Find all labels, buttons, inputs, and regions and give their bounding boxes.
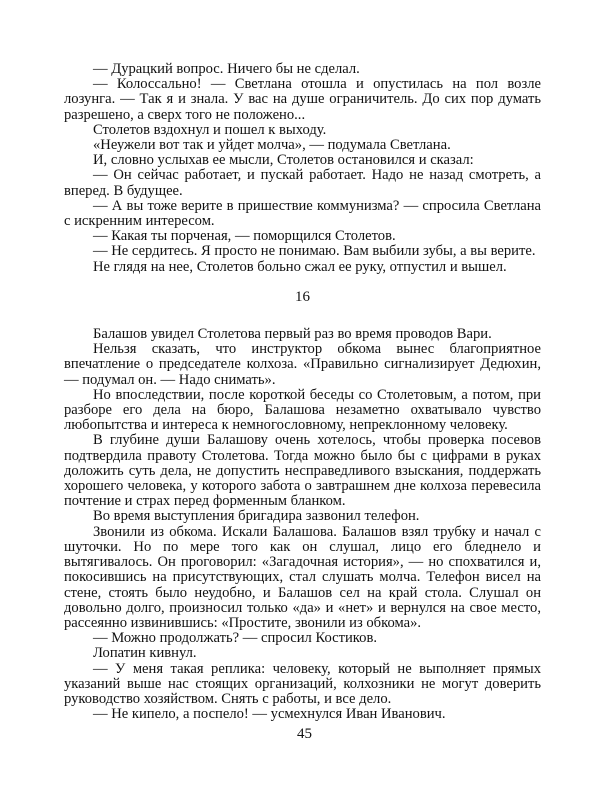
- paragraph: Но впоследствии, после короткой беседы со Столетовым, а потом, при разборе его дела на бюро, Балашова незаметно охватывало чувство любопытства и интереса к немногословному, непреклонному человеку.: [64, 386, 541, 434]
- paragraph: — А вы тоже верите в пришествие коммунизма? — спросила Светлана с искренним интересом.: [64, 197, 541, 230]
- paragraph: — Не кипело, а поспело! — усмехнулся Иван Иванович.: [93, 706, 446, 723]
- paragraph: Звонили из обкома. Искали Балашова. Балашов взял трубку и начал с шуточки. Но по мере того как он слушал, лицо его бледнело и вытягивалось. Он проговорил: «Загадочная история», — но спохватился и, покосившись на присутствующих, стал слушать молча. Телефон висел на стене, стоять было неудобно, и Балашов сел на край стола. Слушал он довольно долго, произносил только «да» и «нет» и вернулся на свое место, рассеянно извинившись: «Простите, звонили из обкома».: [64, 523, 541, 631]
- paragraph: Лопатин кивнул.: [93, 645, 197, 662]
- paragraph: Нельзя сказать, что инструктор обкома вынес благоприятное впечатление о председателе колхоза. «Правильно сигнализирует Дедюхин, — подумал он. — Надо снимать».: [64, 341, 541, 388]
- paragraph: Во время выступления бригадира зазвонил телефон.: [93, 508, 420, 525]
- paragraph: — Какая ты порченая, — поморщился Столетов.: [93, 228, 396, 245]
- paragraph: В глубине души Балашову очень хотелось, чтобы проверка посевов подтвердила правоту Столетова. Тогда можно было бы с цифрами в руках доложить суть дела, не допустить несправедливого взыскания, поддержать хорошего человека, у которого забота о завтрашнем дне колхоза перевесила почтение и страх перед форменным бланком.: [64, 432, 541, 510]
- paragraph: — Он сейчас работает, и пускай работает. Надо не назад смотреть, а вперед. В будущее.: [64, 167, 541, 199]
- paragraph: — Колоссально! — Светлана отошла и опустилась на пол возле лозунга. — Так я и знала. У вас на душе ограничитель. До сих пор думать разрешено, а сверх того не положено...: [64, 76, 541, 123]
- paragraph: Не глядя на нее, Столетов больно сжал ее руку, отпустил и вышел.: [93, 258, 507, 275]
- paragraph: Балашов увидел Столетова первый раз во время проводов Вари.: [93, 326, 492, 343]
- paragraph: Столетов вздохнул и пошел к выходу.: [93, 121, 327, 138]
- paragraph: И, словно услыхав ее мысли, Столетов остановился и сказал:: [93, 152, 474, 169]
- paragraph: — У меня такая реплика: человеку, который не выполняет прямых указаний выше нас стоящих организаций, колхозники не могут доверить руководство хозяйством. Снять с работы, и все дело.: [64, 660, 541, 707]
- paragraph: — Дурацкий вопрос. Ничего бы не сделал.: [93, 61, 360, 77]
- page-body: [64, 62, 541, 722]
- paragraph: «Неужели вот так и уйдет молча», — подумала Светлана.: [93, 137, 451, 154]
- paragraph: — Не сердитесь. Я просто не понимаю. Вам выбили зубы, а вы верите.: [93, 243, 536, 260]
- chapter-heading: 16: [295, 288, 310, 305]
- paragraph: — Можно продолжать? — спросил Костиков.: [93, 630, 377, 647]
- page-number: 45: [297, 726, 312, 742]
